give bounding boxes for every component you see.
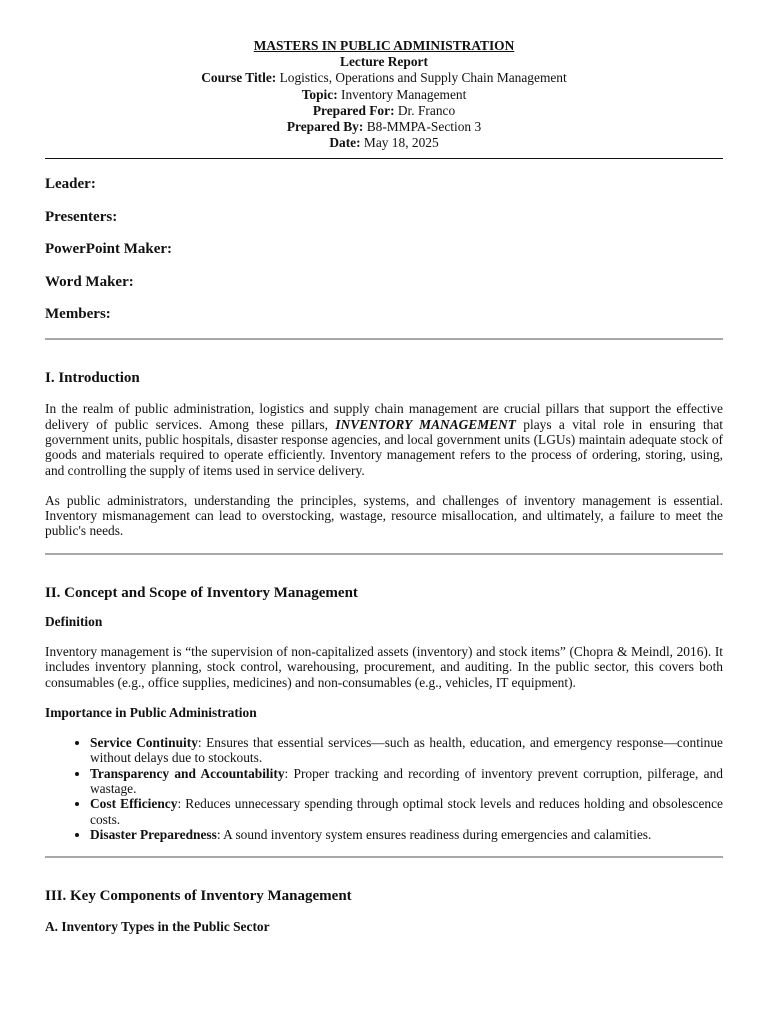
prepared-by-line [45,119,723,135]
course-label: Course Title: [201,70,277,86]
list-item [90,766,723,797]
role-word-maker: Word Maker: [45,273,134,290]
list-item-text: : Ensures that essential services—such as health, education, and emergency response—continue without delays due to stockouts. [90,735,723,766]
course-line [45,70,723,86]
role-presenters: Presenters: [45,208,118,225]
role-leader: Leader: [45,176,96,193]
components-heading: III. Key Components of Inventory Management [45,888,352,905]
list-item-text: : Reduces unnecessary spending through optimal stock levels and reduces holding and obsolescence costs. [90,796,723,827]
topic-line [45,87,723,103]
role-members: Members: [45,306,111,323]
topic-label: Topic: [301,86,338,102]
report-header [45,38,723,151]
definition-heading: Definition [45,613,103,629]
date-label: Date: [329,135,361,151]
intro-p1-text-b: plays a vital role in ensuring that government units, public hospitals, disaster response agencies, and local government units (LGUs) maintain adequate stock of goods and materials required to operate efficiently. Inventory management refers to the process of ordering, storing, using, and controlling the supply of items used in service delivery. [45,416,723,478]
report-type: Lecture Report [340,54,428,70]
role-powerpoint-maker: PowerPoint Maker: [45,241,173,258]
list-item [90,827,723,842]
intro-heading: I. Introduction [45,370,140,387]
course-value: Logistics, Operations and Supply Chain Management [276,70,567,86]
prepared-for-value: Dr. Franco [394,102,456,118]
importance-list [45,735,723,842]
list-item-term: Service Continuity [90,735,198,751]
intro-paragraph-2: As public administrators, understanding the principles, systems, and challenges of inventory management is essential. Inventory mismanagement can lead to overstocking, wastage, resource misallocation, and ultimately, a failure to meet the public's needs. [45,492,723,539]
concept-heading: II. Concept and Scope of Inventory Management [45,584,358,601]
list-item [90,796,723,827]
prepared-for-line [45,103,723,119]
importance-heading: Importance in Public Administration [45,704,257,720]
list-item-term: Disaster Preparedness [90,826,217,842]
program-title: MASTERS IN PUBLIC ADMINISTRATION [253,38,515,53]
date-line [45,135,723,151]
topic-value: Inventory Management [337,86,467,102]
list-item-text: : A sound inventory system ensures readiness during emergencies and calamities. [216,826,652,842]
document-page [45,38,723,935]
definition-paragraph: Inventory management is “the supervision of non-capitalized assets (inventory) and stock items” (Chopra & Meindl, 2016). It includes inventory planning, stock control, warehousing, procurement, and auditing. In the public sector, this covers both consumables (e.g., office supplies, medicines) and non-consumables (e.g., vehicles, IT equipment). [45,643,723,690]
list-item-term: Cost Efficiency [90,796,178,812]
intro-paragraph-1 [45,401,723,477]
intro-p1-emphasis: INVENTORY MANAGEMENT [335,416,516,432]
prepared-by-label: Prepared By: [286,118,364,134]
list-item-text: : Proper tracking and recording of inventory prevent corruption, pilferage, and wastage. [90,765,723,797]
prepared-for-label: Prepared For: [312,102,395,118]
date-value: May 18, 2025 [360,135,439,151]
list-item-term: Transparency and Accountability [90,765,285,781]
inventory-types-heading: A. Inventory Types in the Public Sector [45,919,270,935]
list-item [90,735,723,766]
prepared-by-value: B8-MMPA-Section 3 [363,118,482,134]
intro-p1-text-a: In the realm of public administration, logistics and supply chain management are crucial pillars that support the effective delivery of public services. Among these pillars, [45,401,723,432]
